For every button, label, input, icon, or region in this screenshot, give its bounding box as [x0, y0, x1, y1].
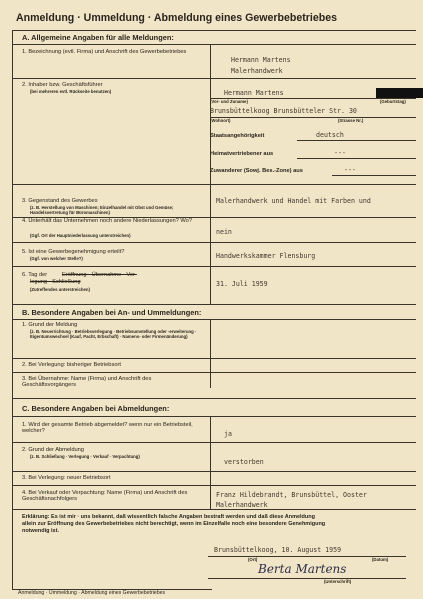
footer-text: Anmeldung · Ummeldung · Abmeldung eines Gewerbebetriebes [18, 590, 166, 596]
residence-caption: (Wohnort) [210, 118, 231, 123]
refugee-label: Zuwanderer (Sowj. Bes.-Zone) aus [210, 168, 303, 174]
column-divider-b [210, 319, 211, 388]
field-5-label: 5. Ist eine Gewerbegenehmigung erteilt? [22, 249, 125, 255]
field-2-label: 2. Inhaber bzw. Geschäftsführer [22, 82, 103, 88]
c3-label: 3. Bei Verlegung: neuer Betriebsort [22, 475, 111, 481]
redaction-bar [376, 88, 423, 98]
b2-label: 2. Bei Verlegung: bisheriger Betriebsort [22, 362, 121, 368]
c2-label: 2. Grund der Abmeldung [22, 447, 84, 453]
rule [210, 117, 416, 118]
field-6-value: 31. Juli 1959 [216, 280, 268, 288]
declaration-line-2: allein zur Eröffnung des Gewerbebetriebes nicht berechtigt, wenn im Einzelfalle noch eine besondere Genehmigung [22, 521, 326, 527]
c2-note: (z. B. Schließung · Verlegung · Verkauf · Verpachtung) [30, 454, 140, 459]
rule [12, 266, 416, 267]
c4-value-2: Malerhandwerk [216, 501, 268, 509]
expellee-label: Heimatvertriebener aus [210, 151, 274, 157]
declaration-line-3: notwendig ist. [22, 528, 59, 534]
place-date-value: Brunsbüttelkoog, 10. August 1959 [214, 546, 342, 554]
field-3-value: Malerhandwerk und Handel mit Farben und [216, 197, 371, 205]
c1-value: ja [224, 430, 232, 438]
field-4-note: (Ggf. Ort der Hauptniederlassung unterstreichen) [30, 233, 131, 238]
signature: Berta Martens [258, 562, 347, 576]
section-b-heading: B. Besondere Angaben bei An- und Ummeldungen: [22, 308, 202, 317]
c4-label: 4. Bei Verkauf oder Verpachtung: Name (Firma) und Anschrift des Geschäftsnachfolgers [22, 490, 188, 503]
field-3-label: 3. Gegenstand des Gewerbes [22, 198, 98, 204]
rule [12, 372, 416, 373]
rule [332, 175, 416, 176]
field-1-value-1: Hermann Martens [231, 56, 291, 64]
section-c-heading: C. Besondere Angaben bei Abmeldungen: [22, 404, 170, 413]
form-title: Anmeldung · Ummeldung · Abmeldung eines Gewerbebetriebes [16, 12, 337, 24]
rule [12, 358, 416, 359]
b3-label: 3. Bei Übernahme: Name (Firma) und Anschrift des Geschäftsvorgängers [22, 376, 152, 389]
field-4-label: 4. Unterhält das Unternehmen noch andere Niederlassungen? Wo? [22, 218, 192, 224]
rule [297, 140, 416, 141]
field-1-value-2: Malerhandwerk [231, 67, 283, 75]
rule [12, 304, 416, 305]
rule [12, 242, 416, 243]
declaration-line-1: Erklärung: Es ist mir · uns bekannt, daß wissentlich falsche Angaben bestraft werden und daß diese Anmeldung [22, 514, 315, 520]
field-3-note: (z. B. Herstellung von Maschinen; Einzelhandel mit Obst und Gemüse; Handelsvertretung für Büromaschinen) [30, 205, 174, 215]
rule [12, 509, 416, 510]
nationality-label: Staatsangehörigkeit [210, 133, 265, 139]
rule [12, 471, 416, 472]
owner-name: Hermann Martens [224, 89, 284, 97]
rule [12, 44, 416, 45]
field-4-value: nein [216, 228, 232, 236]
expellee-value: --- [334, 149, 346, 157]
rule [12, 184, 416, 185]
rule [297, 158, 416, 159]
column-divider-c [210, 416, 211, 509]
field-6-note: (Zutreffendes unterstreichen) [30, 287, 90, 292]
field-5-note: (Ggf. von welcher Stelle?) [30, 256, 83, 261]
rule [208, 578, 406, 579]
field-6-label-b: Eröffnung · Übernahme · Ver- [62, 272, 137, 278]
street-caption: (Strasse Nr.) [338, 118, 364, 123]
rule [12, 485, 416, 486]
owner-address: Brunsbüttelkoog Brunsbütteler Str. 30 [210, 107, 357, 115]
nationality-value: deutsch [316, 131, 344, 139]
field-6-label-a: 6. Tag der [22, 272, 48, 278]
field-2-note: (bei mehreren evtl. Rückseite benutzen) [30, 89, 112, 94]
place-caption: (Ort) [248, 557, 258, 562]
c2-value: verstorben [224, 458, 264, 466]
rule [12, 78, 416, 79]
rule [12, 319, 416, 320]
signature-caption: (Unterschrift) [324, 579, 352, 584]
b1-label: 1. Grund der Meldung [22, 322, 78, 328]
field-5-value: Handwerkskammer Flensburg [216, 252, 316, 260]
rule [12, 416, 416, 417]
field-1-label: 1. Bezeichnung (evtl. Firma) und Anschrift des Gewerbebetriebes [22, 49, 187, 55]
field-6-label-c: legung · Schließung [30, 279, 81, 285]
rule [12, 442, 416, 443]
frame-top-line [12, 30, 416, 31]
rule [12, 398, 416, 399]
c4-value-1: Franz Hildebrandt, Brunsbüttel, Ooster [216, 491, 367, 499]
name-caption: (Vor- und Zuname) [210, 99, 248, 104]
refugee-value: --- [344, 166, 356, 174]
frame-left-line [12, 30, 13, 590]
birth-caption: (Geburtstag) [380, 99, 406, 104]
section-a-heading: A. Allgemeine Angaben für alle Meldungen: [22, 33, 174, 42]
b1-note: (z. B. Neuerrichtung · Betriebsverlegung · Betriebsumstellung oder -erweiterung · Eigentumswechsel (Kauf, Pacht, Erbschaft) · Namens- oder Firmenänderung) [30, 329, 197, 339]
c1-label: 1. Wird der gesamte Betrieb abgemeldet? wenn nur ein Betriebsteil, welcher? [22, 422, 193, 435]
date-caption: (Datum) [372, 557, 389, 562]
